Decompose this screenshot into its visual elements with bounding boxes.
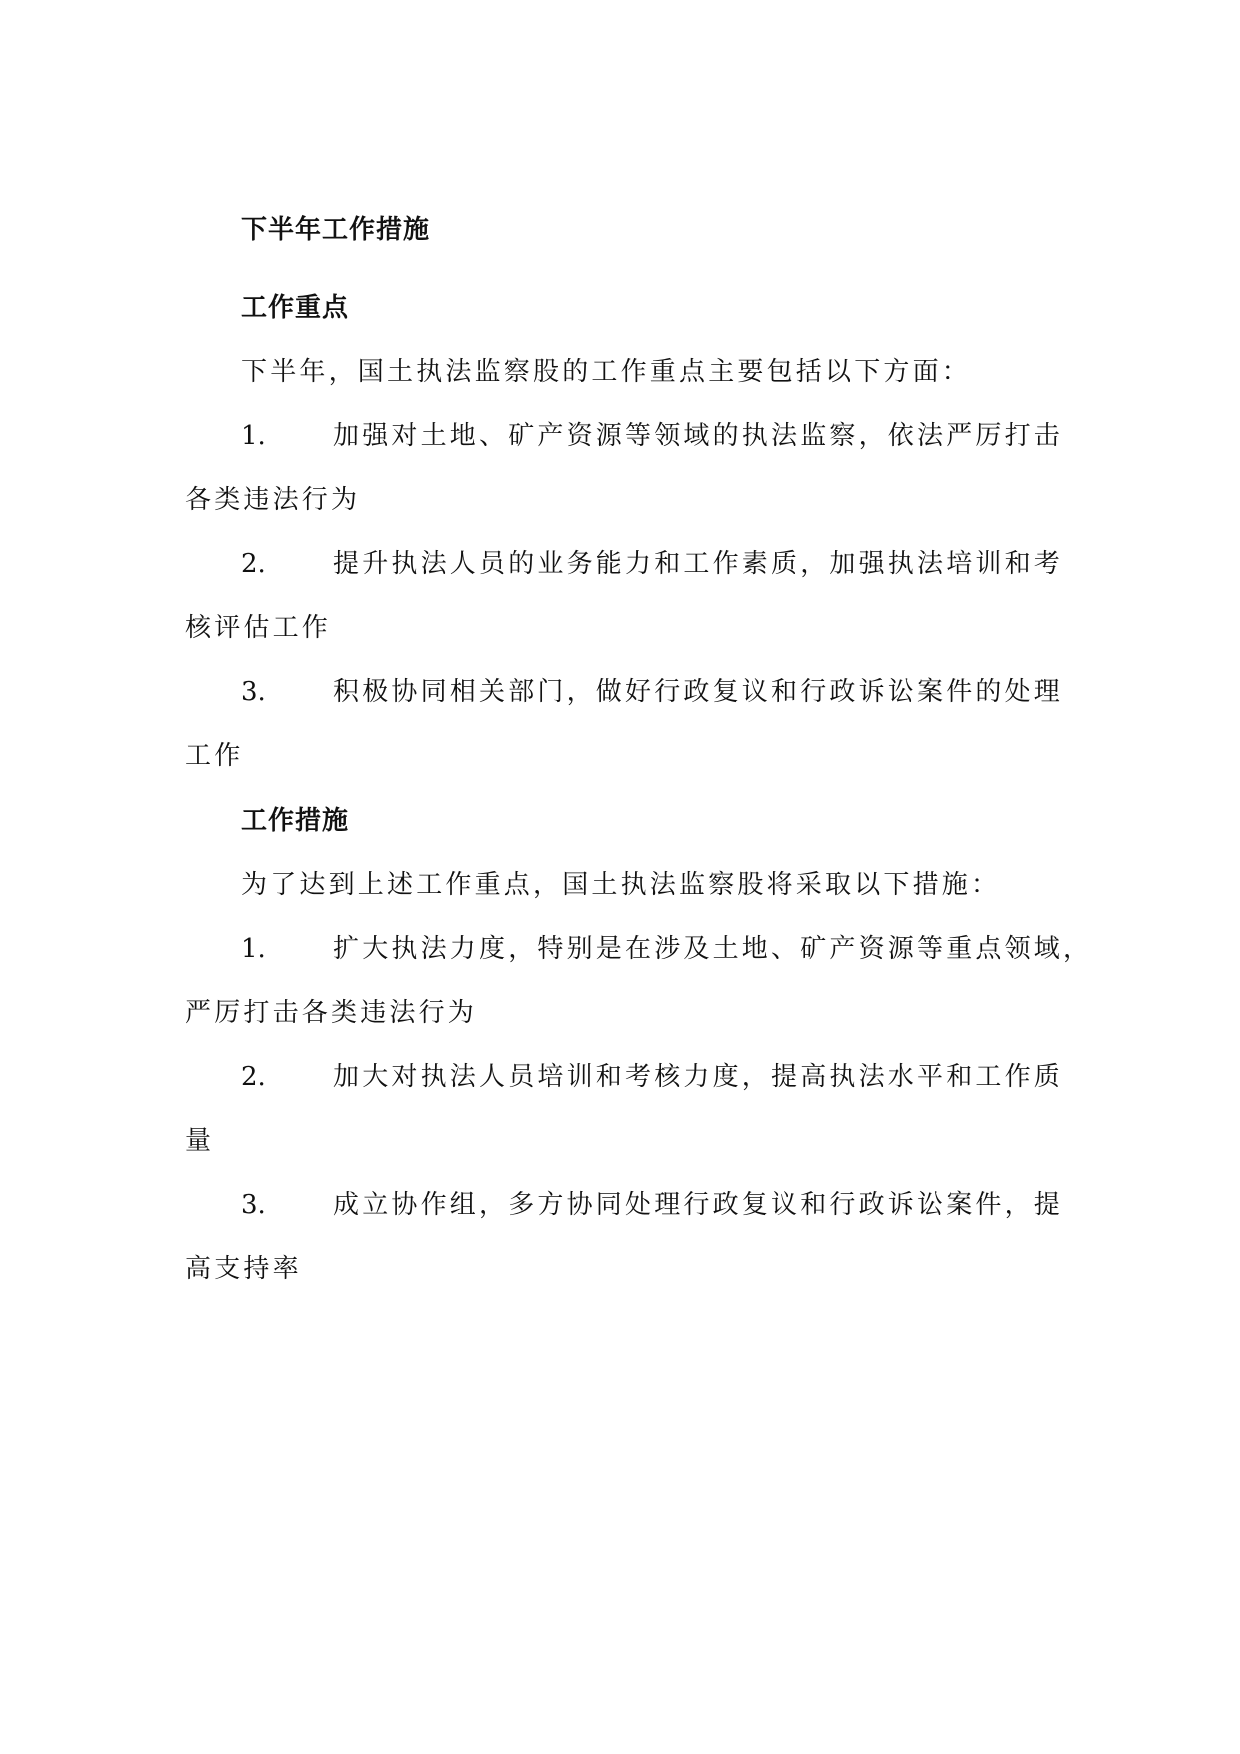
- list-item-number: 1.: [241, 421, 266, 451]
- list-item-number: 1.: [241, 934, 266, 964]
- list-item-text: 扩大执法力度，特别是在涉及土地、矿产资源等重点领域，: [333, 934, 1093, 964]
- section-intro-focus: 下半年，国土执法监察股的工作重点主要包括以下方面：: [241, 357, 972, 387]
- list-item-text-continued: 严厉打击各类违法行为: [185, 998, 478, 1028]
- list-item-text: 积极协同相关部门，做好行政复议和行政诉讼案件的处理: [333, 677, 1064, 707]
- list-item: [185, 1185, 1064, 1289]
- list-item-text: 成立协作组，多方协同处理行政复议和行政诉讼案件，提: [333, 1190, 1064, 1220]
- list-item: [185, 672, 1064, 776]
- list-item-text-continued: 工作: [185, 741, 244, 771]
- list-item-text: 加大对执法人员培训和考核力度，提高执法水平和工作质: [333, 1062, 1064, 1092]
- list-item-text: 提升执法人员的业务能力和工作素质，加强执法培训和考: [333, 549, 1064, 579]
- list-item-number: 2.: [241, 1062, 266, 1092]
- list-item: [185, 929, 1093, 1033]
- list-item-text: 加强对土地、矿产资源等领域的执法监察，依法严厉打击: [333, 421, 1064, 451]
- section-heading-measures: 工作措施: [241, 806, 350, 836]
- list-item-number: 3.: [241, 677, 266, 707]
- list-item: [185, 416, 1064, 520]
- section-heading-focus: 工作重点: [241, 293, 350, 323]
- list-item-text-continued: 高支持率: [185, 1254, 302, 1284]
- list-item-number: 2.: [241, 549, 266, 579]
- document-title: 下半年工作措施: [241, 215, 431, 245]
- list-item-text-continued: 各类违法行为: [185, 485, 361, 515]
- document-body: [185, 210, 1093, 1289]
- list-item-text-continued: 量: [185, 1126, 215, 1156]
- list-item: [185, 1057, 1064, 1161]
- list-item: [185, 544, 1064, 648]
- list-item-text-continued: 核评估工作: [185, 613, 332, 643]
- section-intro-measures: 为了达到上述工作重点，国土执法监察股将采取以下措施：: [241, 870, 1001, 900]
- list-item-number: 3.: [241, 1190, 266, 1220]
